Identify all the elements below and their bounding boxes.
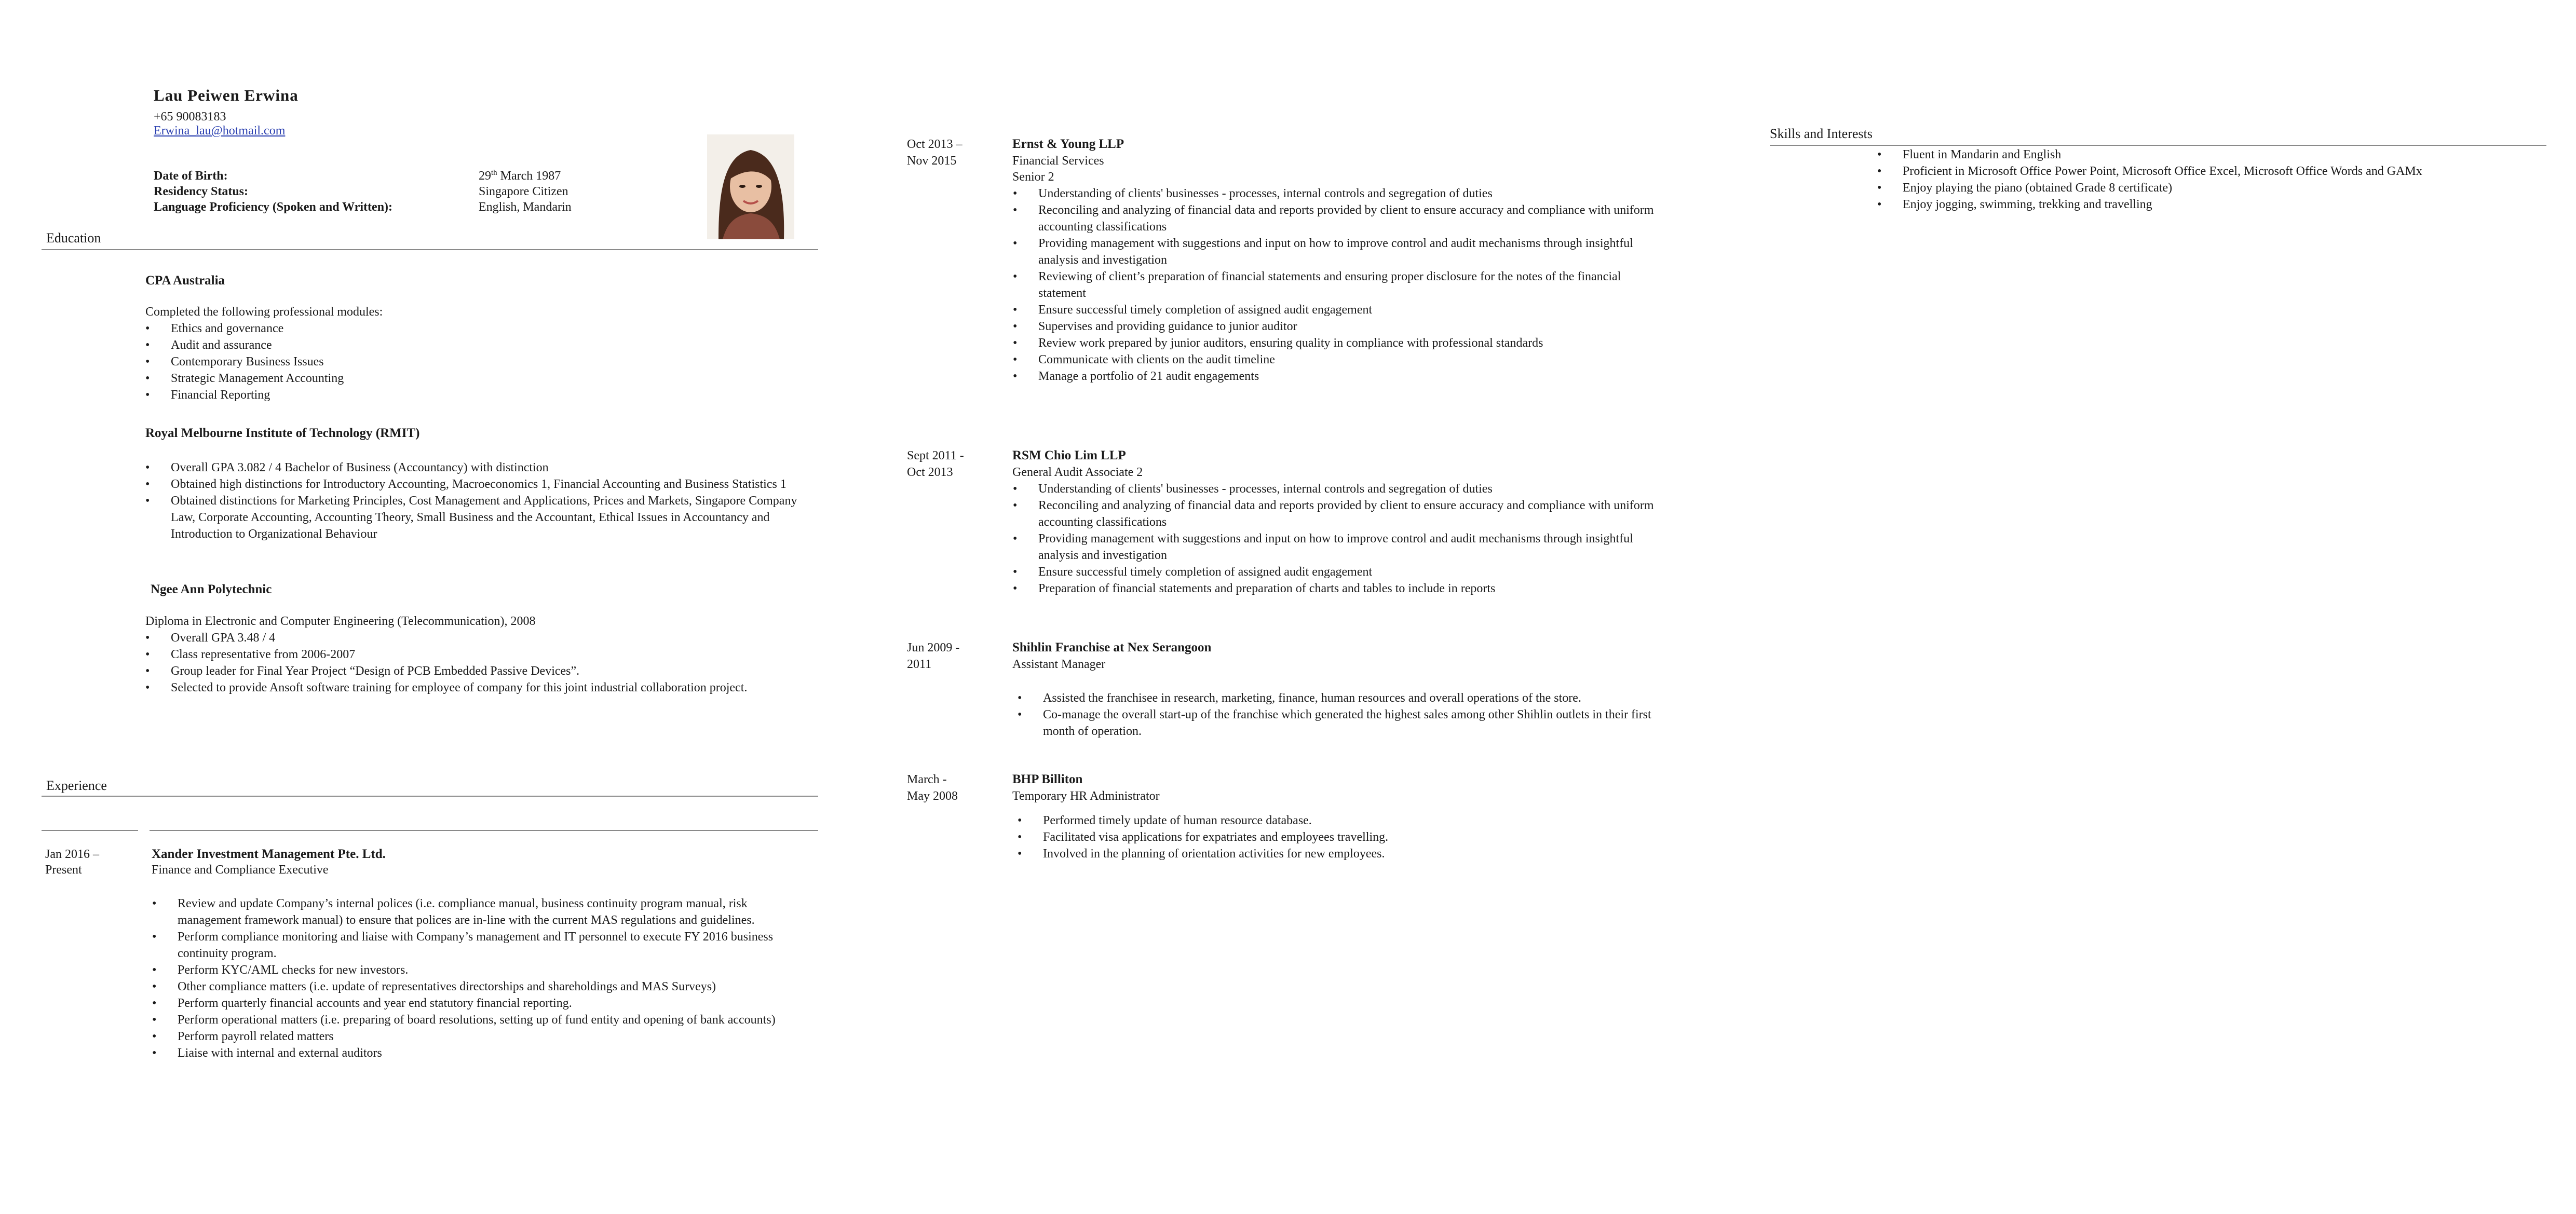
list-item: • Other compliance matters (i.e. update of representatives directorships and shareholdings and MAS Surveys) bbox=[152, 978, 801, 995]
list-item: • Enjoy jogging, swimming, trekking and travelling bbox=[1877, 196, 2422, 213]
skills-section-title: Skills and Interests bbox=[1770, 126, 1873, 141]
list-item: • Reconciling and analyzing of financial data and reports provided by client to ensure accuracy and compliance with uniform accounting classifications bbox=[1013, 202, 1662, 235]
list-item: • Review and update Company’s internal polices (i.e. compliance manual, business continuity program manual, risk management framework manual) to ensure that polices are in-line with the current MAS regulations and guidelines. bbox=[152, 895, 801, 929]
list-item: • Obtained distinctions for Marketing Principles, Cost Management and Applications, Prices and Markets, Singapore Company Law, Corporate Accounting, Accounting Theory, Small Business and the Accountant, Ethical Issues in Accountancy and Introduction to Organizational Behaviour bbox=[145, 493, 820, 542]
list-item: • Proficient in Microsoft Office Power Point, Microsoft Office Excel, Microsoft Office Words and GAMx bbox=[1877, 163, 2422, 180]
list-item: • Contemporary Business Issues bbox=[145, 353, 344, 370]
list-item: • Manage a portfolio of 21 audit engagements bbox=[1013, 368, 1662, 385]
dob-label: Date of Birth: bbox=[154, 169, 228, 183]
education-divider bbox=[42, 249, 818, 250]
list-item: • Ethics and governance bbox=[145, 320, 344, 337]
residency-label: Residency Status: bbox=[154, 185, 249, 198]
rsm-duties-list bbox=[1013, 481, 1662, 597]
shihlin-org: Shihlin Franchise at Nex Serangoon bbox=[1012, 640, 1212, 654]
list-item: • Group leader for Final Year Project “Design of PCB Embedded Passive Devices”. bbox=[145, 663, 747, 679]
cpa-module-list bbox=[145, 320, 344, 403]
date-column-divider bbox=[42, 830, 138, 831]
education-section-title: Education bbox=[46, 230, 101, 245]
list-item: • Overall GPA 3.082 / 4 Bachelor of Business (Accountancy) with distinction bbox=[145, 459, 820, 476]
list-item: • Fluent in Mandarin and English bbox=[1877, 146, 2422, 163]
bhp-role: Temporary HR Administrator bbox=[1012, 789, 1160, 803]
ngee-ann-list bbox=[145, 630, 747, 696]
content-column-divider bbox=[150, 830, 818, 831]
list-item: • Perform payroll related matters bbox=[152, 1028, 801, 1045]
shihlin-date-end: 2011 bbox=[907, 658, 932, 671]
list-item: • Review work prepared by junior auditors, ensuring quality in compliance with professional standards bbox=[1013, 335, 1662, 351]
rmit-list bbox=[145, 459, 820, 542]
phone-number: +65 90083183 bbox=[154, 110, 226, 124]
ey-org: Ernst & Young LLP bbox=[1012, 137, 1124, 151]
list-item: • Perform compliance monitoring and liaise with Company’s management and IT personnel to execute FY 2016 business continuity program. bbox=[152, 929, 801, 962]
list-item: • Providing management with suggestions and input on how to improve control and audit mechanisms through insightful analysis and investigation bbox=[1013, 235, 1662, 268]
list-item: • Communicate with clients on the audit timeline bbox=[1013, 351, 1662, 368]
shihlin-duties-list bbox=[1018, 690, 1666, 740]
rsm-role: General Audit Associate 2 bbox=[1012, 466, 1143, 479]
list-item: • Supervises and providing guidance to junior auditor bbox=[1013, 318, 1662, 335]
xander-date-start: Jan 2016 – bbox=[45, 848, 99, 861]
rsm-date-start: Sept 2011 - bbox=[907, 449, 964, 462]
ey-level: Senior 2 bbox=[1012, 170, 1054, 184]
list-item: • Understanding of clients' businesses - processes, internal controls and segregation of duties bbox=[1013, 185, 1662, 202]
xander-org: Xander Investment Management Pte. Ltd. bbox=[152, 847, 386, 861]
list-item: • Reviewing of client’s preparation of financial statements and ensuring proper disclosure for the notes of the financial statement bbox=[1013, 268, 1662, 302]
list-item: • Enjoy playing the piano (obtained Grade 8 certificate) bbox=[1877, 180, 2422, 196]
cpa-org: CPA Australia bbox=[145, 274, 225, 288]
rmit-org: Royal Melbourne Institute of Technology (RMIT) bbox=[145, 426, 420, 440]
experience-divider bbox=[42, 796, 818, 797]
list-item: • Class representative from 2006-2007 bbox=[145, 646, 747, 663]
ey-date-start: Oct 2013 – bbox=[907, 138, 962, 151]
shihlin-role: Assistant Manager bbox=[1012, 658, 1106, 671]
shihlin-date-start: Jun 2009 - bbox=[907, 641, 960, 654]
list-item: • Financial Reporting bbox=[145, 387, 344, 403]
bhp-org: BHP Billiton bbox=[1012, 772, 1083, 786]
bhp-date-start: March - bbox=[907, 773, 947, 786]
skills-divider bbox=[1770, 145, 2546, 146]
bhp-duties-list bbox=[1018, 812, 1388, 862]
list-item: • Ensure successful timely completion of assigned audit engagement bbox=[1013, 564, 1662, 580]
list-item: • Facilitated visa applications for expatriates and employees travelling. bbox=[1018, 829, 1388, 845]
list-item: • Overall GPA 3.48 / 4 bbox=[145, 630, 747, 646]
list-item: • Selected to provide Ansoft software training for employee of company for this joint industrial collaboration project. bbox=[145, 679, 747, 696]
ey-duties-list bbox=[1013, 185, 1662, 385]
list-item: • Preparation of financial statements and preparation of charts and tables to include in reports bbox=[1013, 580, 1662, 597]
list-item: • Audit and assurance bbox=[145, 337, 344, 353]
cpa-intro: Completed the following professional modules: bbox=[145, 305, 383, 319]
rsm-date-end: Oct 2013 bbox=[907, 466, 953, 479]
list-item: • Strategic Management Accounting bbox=[145, 370, 344, 387]
list-item: • Co-manage the overall start-up of the franchise which generated the highest sales among other Shihlin outlets in their first month of operation. bbox=[1018, 706, 1666, 740]
list-item: • Ensure successful timely completion of assigned audit engagement bbox=[1013, 302, 1662, 318]
xander-duties-list bbox=[152, 895, 801, 1061]
skills-list bbox=[1877, 146, 2422, 213]
profile-photo bbox=[707, 134, 794, 239]
email-link[interactable]: Erwina_lau@hotmail.com bbox=[154, 124, 286, 138]
ey-role: Financial Services bbox=[1012, 154, 1104, 168]
list-item: • Understanding of clients' businesses - processes, internal controls and segregation of duties bbox=[1013, 481, 1662, 497]
list-item: • Perform quarterly financial accounts and year end statutory financial reporting. bbox=[152, 995, 801, 1012]
list-item: • Performed timely update of human resource database. bbox=[1018, 812, 1388, 829]
xander-date-end: Present bbox=[45, 863, 82, 877]
ey-date-end: Nov 2015 bbox=[907, 154, 957, 168]
candidate-name: Lau Peiwen Erwina bbox=[154, 86, 299, 104]
language-value: English, Mandarin bbox=[479, 200, 572, 214]
list-item: • Reconciling and analyzing of financial data and reports provided by client to ensure accuracy and compliance with uniform accounting classifications bbox=[1013, 497, 1662, 530]
list-item: • Obtained high distinctions for Introductory Accounting, Macroeconomics 1, Financial Accounting and Business Statistics 1 bbox=[145, 476, 820, 493]
ngee-ann-org: Ngee Ann Polytechnic bbox=[151, 582, 272, 596]
list-item: • Perform KYC/AML checks for new investors. bbox=[152, 962, 801, 978]
rsm-org: RSM Chio Lim LLP bbox=[1012, 448, 1126, 462]
list-item: • Involved in the planning of orientation activities for new employees. bbox=[1018, 845, 1388, 862]
residency-value: Singapore Citizen bbox=[479, 185, 568, 198]
list-item: • Liaise with internal and external auditors bbox=[152, 1045, 801, 1061]
list-item: • Perform operational matters (i.e. preparing of board resolutions, setting up of fund entity and opening of bank accounts) bbox=[152, 1012, 801, 1028]
language-label: Language Proficiency (Spoken and Written): bbox=[154, 200, 393, 214]
dob-value: 29th March 1987 bbox=[479, 169, 561, 183]
experience-section-title: Experience bbox=[46, 778, 107, 793]
list-item: • Providing management with suggestions and input on how to improve control and audit mechanisms through insightful analysis and investigation bbox=[1013, 530, 1662, 564]
xander-role: Finance and Compliance Executive bbox=[152, 863, 329, 877]
list-item: • Assisted the franchisee in research, marketing, finance, human resources and overall operations of the store. bbox=[1018, 690, 1666, 706]
ngee-ann-intro: Diploma in Electronic and Computer Engineering (Telecommunication), 2008 bbox=[145, 615, 536, 628]
bhp-date-end: May 2008 bbox=[907, 789, 958, 803]
